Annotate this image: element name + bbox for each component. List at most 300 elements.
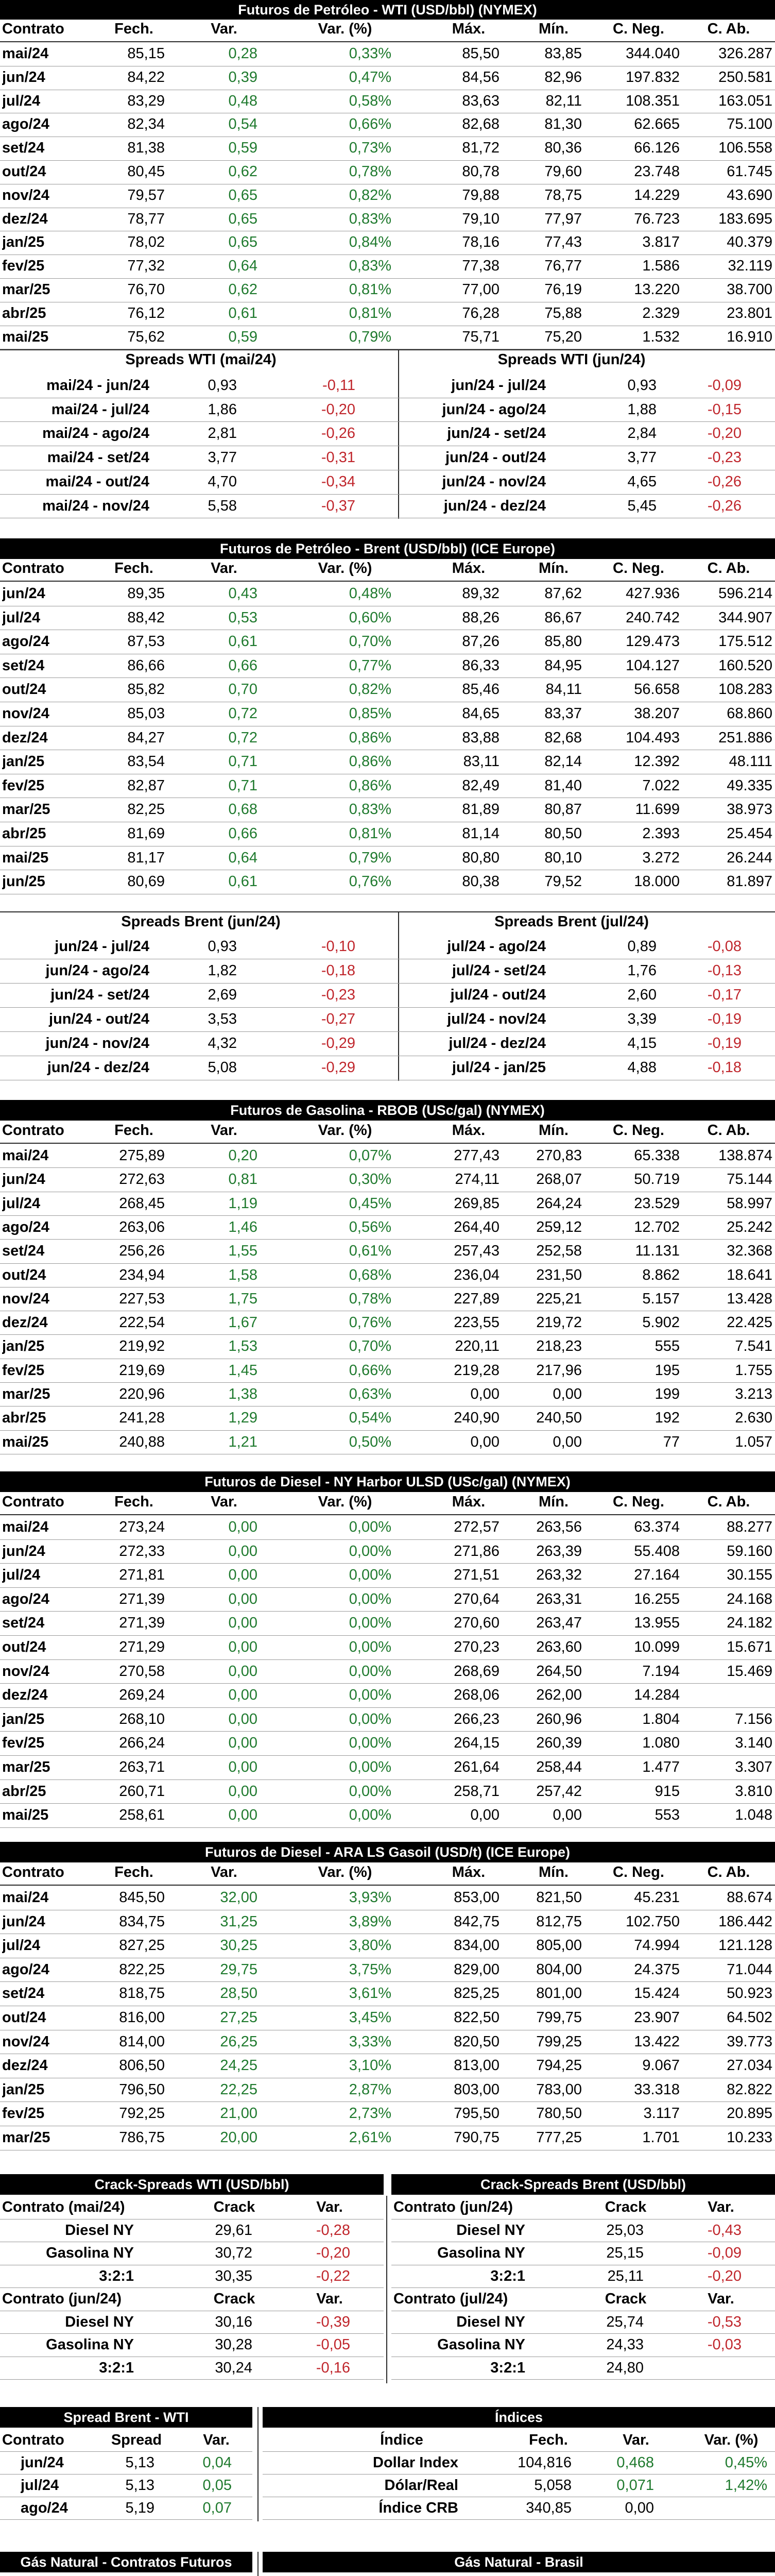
table-row bbox=[0, 42, 775, 66]
crack-var: -0,43 bbox=[707, 2222, 742, 2239]
cell-var: 1,45 bbox=[228, 1362, 257, 1379]
table-row bbox=[0, 1406, 775, 1430]
cell-neg: 50.719 bbox=[634, 1171, 680, 1188]
col-neg: C. Neg. bbox=[613, 1494, 664, 1510]
crack-var: -0,03 bbox=[707, 2336, 742, 2353]
idx-var: 0,071 bbox=[616, 2477, 654, 2494]
col-var: Var. bbox=[211, 560, 237, 577]
cell-var-pct: 0,00% bbox=[349, 1543, 391, 1560]
cell-min: 794,25 bbox=[536, 2057, 582, 2074]
cell-open: 40.379 bbox=[727, 234, 772, 251]
cell-contract: abr/25 bbox=[2, 825, 46, 842]
cell-open: 88.277 bbox=[727, 1519, 772, 1535]
cell-contract: jan/25 bbox=[2, 753, 45, 770]
table-row bbox=[0, 1563, 775, 1587]
cell-neg: 14.229 bbox=[634, 187, 680, 204]
cell-max: 84,65 bbox=[462, 705, 500, 722]
cell-min: 258,44 bbox=[536, 1759, 582, 1775]
cell-var: 1,58 bbox=[228, 1266, 257, 1283]
col-var: Var. bbox=[708, 2291, 734, 2307]
cell-var-pct: 0,81% bbox=[349, 825, 391, 842]
rbob-title: Futuros de Gasolina - RBOB (USc/gal) (NYMEX) bbox=[0, 1100, 775, 1121]
spread-var: -0,17 bbox=[707, 987, 742, 1003]
cell-contract: mai/25 bbox=[2, 328, 49, 345]
cell-var-pct: 0,83% bbox=[349, 801, 391, 818]
spread-pair: jun/24 - dez/24 bbox=[47, 1059, 149, 1076]
cell-open: 82.822 bbox=[727, 2081, 772, 2098]
row-rule bbox=[0, 2379, 384, 2380]
crack-header-row bbox=[0, 2196, 775, 2219]
cell-contract: nov/24 bbox=[2, 705, 49, 722]
table-row bbox=[0, 677, 775, 702]
spread-pair: jun/24 - nov/24 bbox=[442, 473, 546, 490]
col-min: Mín. bbox=[539, 560, 569, 577]
cell-close: 80,45 bbox=[127, 163, 165, 180]
cell-var: 0,71 bbox=[228, 777, 257, 794]
cell-open: 32.368 bbox=[727, 1243, 772, 1260]
table-row bbox=[0, 1659, 775, 1684]
cell-var: 31,25 bbox=[220, 1913, 257, 1930]
spread-value: 2,69 bbox=[208, 987, 237, 1003]
spread-pair: jun/24 - out/24 bbox=[445, 449, 546, 466]
ulsd-title: Futuros de Diesel - NY Harbor ULSD (USc/gal) (NYMEX) bbox=[0, 1471, 775, 1492]
table-row bbox=[0, 1683, 775, 1707]
col-close: Fech. bbox=[114, 1122, 153, 1139]
cell-close: 82,87 bbox=[127, 777, 165, 794]
cell-max: 77,38 bbox=[462, 258, 500, 275]
cell-max: 842,75 bbox=[454, 1913, 500, 1930]
cell-contract: nov/24 bbox=[2, 187, 49, 204]
cell-close: 818,75 bbox=[119, 1985, 165, 2002]
cell-var-pct: 3,93% bbox=[349, 1889, 391, 1906]
cell-contract: abr/25 bbox=[2, 1410, 46, 1427]
table-row bbox=[0, 582, 775, 606]
cell-neg: 12.392 bbox=[634, 753, 680, 770]
cell-var-pct: 0,00% bbox=[349, 1735, 391, 1752]
spreads-right-title: Spreads WTI (jun/24) bbox=[497, 351, 646, 368]
cell-min: 77,43 bbox=[544, 234, 582, 251]
cell-min: 217,96 bbox=[536, 1362, 582, 1379]
cell-var: 0,43 bbox=[228, 585, 257, 602]
spread-var: -0,19 bbox=[707, 1035, 742, 1052]
cell-var-pct: 0,66% bbox=[349, 1362, 391, 1379]
cell-max: 82,49 bbox=[462, 777, 500, 794]
cell-neg: 197.832 bbox=[626, 69, 680, 86]
cell-open: 25.242 bbox=[727, 1218, 772, 1235]
cell-close: 845,50 bbox=[119, 1889, 165, 1906]
idx-row bbox=[0, 2497, 775, 2519]
cell-contract: jun/25 bbox=[2, 873, 45, 890]
idx-close: 5,058 bbox=[534, 2477, 572, 2494]
cell-var: 0,53 bbox=[228, 609, 257, 626]
table-row bbox=[0, 1515, 775, 1539]
col-close: Fech. bbox=[114, 1864, 153, 1880]
table-row bbox=[0, 1287, 775, 1311]
cell-open: 186.442 bbox=[718, 1913, 772, 1930]
cell-close: 814,00 bbox=[119, 2033, 165, 2050]
crack-row bbox=[0, 2311, 775, 2334]
cell-close: 241,28 bbox=[119, 1410, 165, 1427]
cell-var: 0,68 bbox=[228, 801, 257, 818]
cell-close: 269,24 bbox=[119, 1687, 165, 1704]
cell-close: 275,89 bbox=[119, 1147, 165, 1164]
cell-min: 87,62 bbox=[544, 585, 582, 602]
col-spread: Spread bbox=[111, 2432, 162, 2448]
spread-var: -0,27 bbox=[321, 1011, 355, 1027]
cell-max: 81,72 bbox=[462, 140, 500, 157]
spread-pair: jun/24 - ago/24 bbox=[45, 962, 149, 979]
cell-min: 812,75 bbox=[536, 1913, 582, 1930]
cell-open: 183.695 bbox=[718, 210, 772, 227]
cell-contract: mar/25 bbox=[2, 2129, 50, 2146]
spread-pair: jul/24 - nov/24 bbox=[447, 1011, 546, 1027]
col-neg: C. Neg. bbox=[613, 560, 664, 577]
cell-close: 271,81 bbox=[119, 1567, 165, 1584]
cell-close: 822,25 bbox=[119, 1961, 165, 1978]
table-row bbox=[0, 184, 775, 208]
cell-var: 0,48 bbox=[228, 92, 257, 109]
cell-close: 87,53 bbox=[127, 633, 165, 650]
cell-open: 1.755 bbox=[735, 1362, 772, 1379]
cell-var-pct: 0,79% bbox=[349, 849, 391, 866]
cell-contract: jun/24 bbox=[2, 69, 45, 86]
cell-neg: 8.862 bbox=[642, 1266, 680, 1283]
spread-var: -0,23 bbox=[707, 449, 742, 466]
spread-value: 0,93 bbox=[627, 377, 657, 394]
cell-close: 220,96 bbox=[119, 1386, 165, 1402]
cell-neg: 18.000 bbox=[634, 873, 680, 890]
cell-var: 1,53 bbox=[228, 1338, 257, 1355]
spread-value: 1,88 bbox=[627, 401, 657, 418]
spread-row bbox=[0, 398, 775, 422]
cell-max: 219,28 bbox=[454, 1362, 500, 1379]
bw-var: 0,05 bbox=[202, 2477, 232, 2494]
crack-var: -0,22 bbox=[316, 2267, 350, 2284]
cell-close: 83,29 bbox=[127, 92, 165, 109]
spread-pair: jun/24 - set/24 bbox=[50, 987, 149, 1003]
cell-max: 83,88 bbox=[462, 729, 500, 746]
cell-open: 32.119 bbox=[728, 258, 772, 275]
table-row bbox=[0, 2030, 775, 2054]
spread-row bbox=[0, 446, 775, 470]
cell-min: 85,80 bbox=[544, 633, 582, 650]
table-row bbox=[0, 606, 775, 630]
cell-var: 0,59 bbox=[228, 140, 257, 157]
cell-max: 822,50 bbox=[454, 2009, 500, 2026]
cell-neg: 23.907 bbox=[634, 2009, 680, 2026]
cell-neg: 13.220 bbox=[634, 281, 680, 298]
col-close: Fech. bbox=[114, 560, 153, 577]
cell-min: 263,60 bbox=[536, 1639, 582, 1655]
cell-var-pct: 0,79% bbox=[349, 328, 391, 345]
cell-var: 0,00 bbox=[228, 1543, 257, 1560]
cell-max: 80,80 bbox=[462, 849, 500, 866]
cell-close: 806,50 bbox=[119, 2057, 165, 2074]
cell-max: 829,00 bbox=[454, 1961, 500, 1978]
cell-contract: jun/24 bbox=[2, 585, 45, 602]
cell-close: 271,39 bbox=[119, 1615, 165, 1632]
col-var-pct: Var. (%) bbox=[318, 1864, 372, 1880]
cell-var: 0,39 bbox=[228, 69, 257, 86]
cell-max: 825,25 bbox=[454, 1985, 500, 2002]
cell-close: 268,10 bbox=[119, 1710, 165, 1727]
cell-close: 88,42 bbox=[127, 609, 165, 626]
cell-max: 82,68 bbox=[462, 116, 500, 133]
table-row bbox=[0, 1981, 775, 2006]
cell-open: 25.454 bbox=[727, 825, 772, 842]
col-max: Máx. bbox=[452, 1864, 486, 1880]
cell-open: 64.502 bbox=[727, 2009, 772, 2026]
cell-var-pct: 0,54% bbox=[349, 1410, 391, 1427]
cell-close: 256,26 bbox=[119, 1243, 165, 1260]
col-max: Máx. bbox=[452, 21, 486, 37]
cell-min: 78,75 bbox=[544, 187, 582, 204]
spread-var: -0,26 bbox=[321, 425, 355, 442]
cell-max: 257,43 bbox=[454, 1243, 500, 1260]
cell-min: 82,96 bbox=[544, 69, 582, 86]
crack-row bbox=[0, 2219, 775, 2242]
cell-var: 0,81 bbox=[228, 1171, 257, 1188]
col-close bbox=[518, 2573, 579, 2576]
cell-open: 1.057 bbox=[735, 1433, 772, 1450]
cell-neg: 74.994 bbox=[634, 1937, 680, 1954]
cell-max: 89,32 bbox=[462, 585, 500, 602]
col-contract bbox=[319, 2573, 422, 2576]
cell-max: 270,60 bbox=[454, 1615, 500, 1632]
cell-min: 79,60 bbox=[544, 163, 582, 180]
cell-var-pct: 0,00% bbox=[349, 1759, 391, 1775]
bw-spread: 5,19 bbox=[125, 2500, 154, 2516]
cell-neg: 427.936 bbox=[626, 585, 680, 602]
cell-close: 79,57 bbox=[127, 187, 165, 204]
cell-close: 272,63 bbox=[119, 1171, 165, 1188]
table-row bbox=[0, 1934, 775, 1958]
crack-value: 30,35 bbox=[215, 2267, 252, 2284]
cell-var-pct: 3,10% bbox=[349, 2057, 391, 2074]
cell-neg: 5.902 bbox=[642, 1314, 680, 1331]
table-row bbox=[0, 774, 775, 798]
cell-contract: nov/24 bbox=[2, 1290, 49, 1307]
spread-var: -0,26 bbox=[707, 473, 742, 490]
spread-value: 3,77 bbox=[208, 449, 237, 466]
spread-row bbox=[0, 494, 775, 518]
crack-value: 25,15 bbox=[606, 2245, 644, 2261]
cell-max: 223,55 bbox=[454, 1314, 500, 1331]
cell-min: 804,00 bbox=[536, 1961, 582, 1978]
cell-contract: out/24 bbox=[2, 681, 46, 698]
cell-close: 219,92 bbox=[119, 1338, 165, 1355]
cell-max: 803,00 bbox=[454, 2081, 500, 2098]
cell-max: 79,88 bbox=[462, 187, 500, 204]
cell-min: 81,40 bbox=[544, 777, 582, 794]
cell-var-pct: 0,00% bbox=[349, 1590, 391, 1607]
cell-var: 0,65 bbox=[228, 234, 257, 251]
crack-product: Diesel NY bbox=[65, 2313, 134, 2330]
cell-contract: ago/24 bbox=[2, 633, 49, 650]
cell-contract: set/24 bbox=[2, 1615, 45, 1632]
col-var bbox=[605, 2573, 667, 2576]
cell-var-pct: 2,87% bbox=[349, 2081, 391, 2098]
cell-neg: 63.374 bbox=[634, 1519, 680, 1535]
cell-close: 81,17 bbox=[127, 849, 165, 866]
cell-contract: out/24 bbox=[2, 1266, 46, 1283]
cell-var-pct: 0,56% bbox=[349, 1218, 391, 1235]
col-var-pct: Var. (%) bbox=[318, 21, 372, 37]
cell-close: 77,32 bbox=[127, 258, 165, 275]
cell-contract: jun/24 bbox=[2, 1171, 45, 1188]
cell-open: 250.581 bbox=[718, 69, 772, 86]
cell-var: 0,66 bbox=[228, 825, 257, 842]
cell-open: 48.111 bbox=[729, 753, 772, 770]
cell-open: 38.700 bbox=[727, 281, 772, 298]
spread-pair: mai/24 - out/24 bbox=[45, 473, 149, 490]
cell-contract: jun/24 bbox=[2, 1913, 45, 1930]
cell-var-pct: 0,85% bbox=[349, 705, 391, 722]
cell-var-pct: 0,00% bbox=[349, 1615, 391, 1632]
cell-close: 78,02 bbox=[127, 234, 165, 251]
table-row bbox=[0, 1334, 775, 1358]
idx-var: 0,468 bbox=[616, 2454, 654, 2471]
cell-var-pct: 0,00% bbox=[349, 1519, 391, 1535]
table-row bbox=[0, 726, 775, 750]
spread-value: 4,15 bbox=[627, 1035, 657, 1052]
cell-close: 796,50 bbox=[119, 2081, 165, 2098]
cell-close: 234,94 bbox=[119, 1266, 165, 1283]
crack-product: 3:2:1 bbox=[490, 2359, 525, 2376]
table-row bbox=[0, 1239, 775, 1263]
cell-min: 76,19 bbox=[544, 281, 582, 298]
col-neg: C. Neg. bbox=[613, 1122, 664, 1139]
idx-var-pct: 0,45% bbox=[725, 2454, 767, 2471]
cell-var: 0,00 bbox=[228, 1710, 257, 1727]
cell-min: 231,50 bbox=[536, 1266, 582, 1283]
spread-row bbox=[0, 421, 775, 446]
crack-row bbox=[0, 2242, 775, 2265]
spread-var: -0,11 bbox=[322, 377, 355, 394]
cell-max: 87,26 bbox=[462, 633, 500, 650]
crack-var: -0,53 bbox=[707, 2313, 742, 2330]
spread-row bbox=[0, 1031, 775, 1056]
cell-close: 89,35 bbox=[127, 585, 165, 602]
cell-open: 3.213 bbox=[735, 1386, 772, 1402]
crack-value: 25,74 bbox=[606, 2313, 644, 2330]
row-rule bbox=[0, 1827, 775, 1828]
cell-var: 21,00 bbox=[220, 2105, 257, 2122]
cell-open: 3.140 bbox=[735, 1735, 772, 1752]
cell-min: 260,96 bbox=[536, 1710, 582, 1727]
spread-pair: jul/24 - ago/24 bbox=[447, 938, 546, 955]
cell-neg: 9.067 bbox=[642, 2057, 680, 2074]
table-row bbox=[0, 1215, 775, 1239]
cell-max: 274,11 bbox=[455, 1171, 500, 1188]
cell-open: 160.520 bbox=[718, 657, 772, 674]
cell-max: 236,04 bbox=[454, 1266, 500, 1283]
spread-var: -0,31 bbox=[321, 449, 355, 466]
cell-var-pct: 0,86% bbox=[349, 777, 391, 794]
cell-neg: 15.424 bbox=[634, 1985, 680, 2002]
spread-value: 4,32 bbox=[208, 1035, 237, 1052]
spread-var: -0,23 bbox=[321, 987, 355, 1003]
col-var-pct bbox=[690, 2573, 772, 2576]
cell-open: 26.244 bbox=[727, 849, 772, 866]
cell-contract: mai/24 bbox=[2, 45, 49, 62]
bw-contract: ago/24 bbox=[21, 2500, 68, 2516]
cell-min: 0,00 bbox=[553, 1433, 582, 1450]
cell-neg: 1.804 bbox=[642, 1710, 680, 1727]
cell-neg: 104.493 bbox=[626, 729, 680, 746]
cell-neg: 3.817 bbox=[642, 234, 680, 251]
cell-min: 82,14 bbox=[544, 753, 582, 770]
cell-neg: 24.375 bbox=[634, 1961, 680, 1978]
cell-close: 263,71 bbox=[119, 1759, 165, 1775]
table-row bbox=[0, 1311, 775, 1334]
cell-var-pct: 0,00% bbox=[349, 1663, 391, 1680]
cell-neg: 1.586 bbox=[642, 258, 680, 275]
cell-neg: 13.422 bbox=[634, 2033, 680, 2050]
cell-var-pct: 2,73% bbox=[349, 2105, 391, 2122]
cell-open: 24.168 bbox=[727, 1590, 772, 1607]
brent-title: Futuros de Petróleo - Brent (USD/bbl) (ICE Europe) bbox=[0, 538, 775, 559]
table-row bbox=[0, 1958, 775, 1982]
crack-product: Diesel NY bbox=[65, 2222, 134, 2239]
cell-neg: 108.351 bbox=[626, 92, 680, 109]
cell-contract: out/24 bbox=[2, 2009, 46, 2026]
cell-neg: 12.702 bbox=[634, 1218, 680, 1235]
spread-value: 3,53 bbox=[208, 1011, 237, 1027]
cell-max: 79,10 bbox=[462, 210, 500, 227]
col-var-pct: Var. (%) bbox=[318, 1122, 372, 1139]
cell-neg: 27.164 bbox=[634, 1567, 680, 1584]
table-row bbox=[0, 2078, 775, 2102]
cell-open: 251.886 bbox=[718, 729, 772, 746]
cell-var: 0,00 bbox=[228, 1807, 257, 1824]
cell-contract: ago/24 bbox=[2, 1590, 49, 1607]
cell-open: 23.801 bbox=[727, 304, 772, 321]
idx-var: 0,00 bbox=[625, 2500, 654, 2516]
cell-min: 263,56 bbox=[536, 1519, 582, 1535]
cell-min: 86,67 bbox=[544, 609, 582, 626]
crack-block-label: Contrato (mai/24) bbox=[2, 2199, 125, 2215]
cell-var: 0,61 bbox=[228, 873, 257, 890]
col-neg: C. Neg. bbox=[613, 21, 664, 37]
cell-contract: dez/24 bbox=[2, 210, 48, 227]
cell-open: 49.335 bbox=[727, 777, 772, 794]
cell-max: 86,33 bbox=[462, 657, 500, 674]
table-row bbox=[0, 326, 775, 349]
cell-close: 786,75 bbox=[119, 2129, 165, 2146]
crack-value: 25,03 bbox=[606, 2222, 644, 2239]
idx-name: Dollar Index bbox=[373, 2454, 458, 2471]
spread-pair: jun/24 - ago/24 bbox=[442, 401, 546, 418]
table-row bbox=[0, 1886, 775, 1910]
cell-neg: 65.338 bbox=[634, 1147, 680, 1164]
table-row bbox=[0, 870, 775, 894]
cell-var-pct: 0,66% bbox=[349, 116, 391, 133]
cell-neg: 3.117 bbox=[643, 2105, 680, 2122]
table-row bbox=[0, 160, 775, 184]
cell-var: 1,29 bbox=[228, 1410, 257, 1427]
cell-close: 84,27 bbox=[127, 729, 165, 746]
spread-value: 2,60 bbox=[627, 987, 657, 1003]
cell-neg: 129.473 bbox=[626, 633, 680, 650]
col-var: Var. bbox=[203, 2432, 230, 2448]
crack-var: -0,20 bbox=[316, 2245, 350, 2261]
cell-max: 264,40 bbox=[454, 1218, 500, 1235]
spread-pair: jul/24 - jan/25 bbox=[452, 1059, 546, 1076]
cell-close: 219,69 bbox=[119, 1362, 165, 1379]
idx-name: Dólar/Real bbox=[384, 2477, 458, 2494]
spread-row bbox=[0, 470, 775, 494]
